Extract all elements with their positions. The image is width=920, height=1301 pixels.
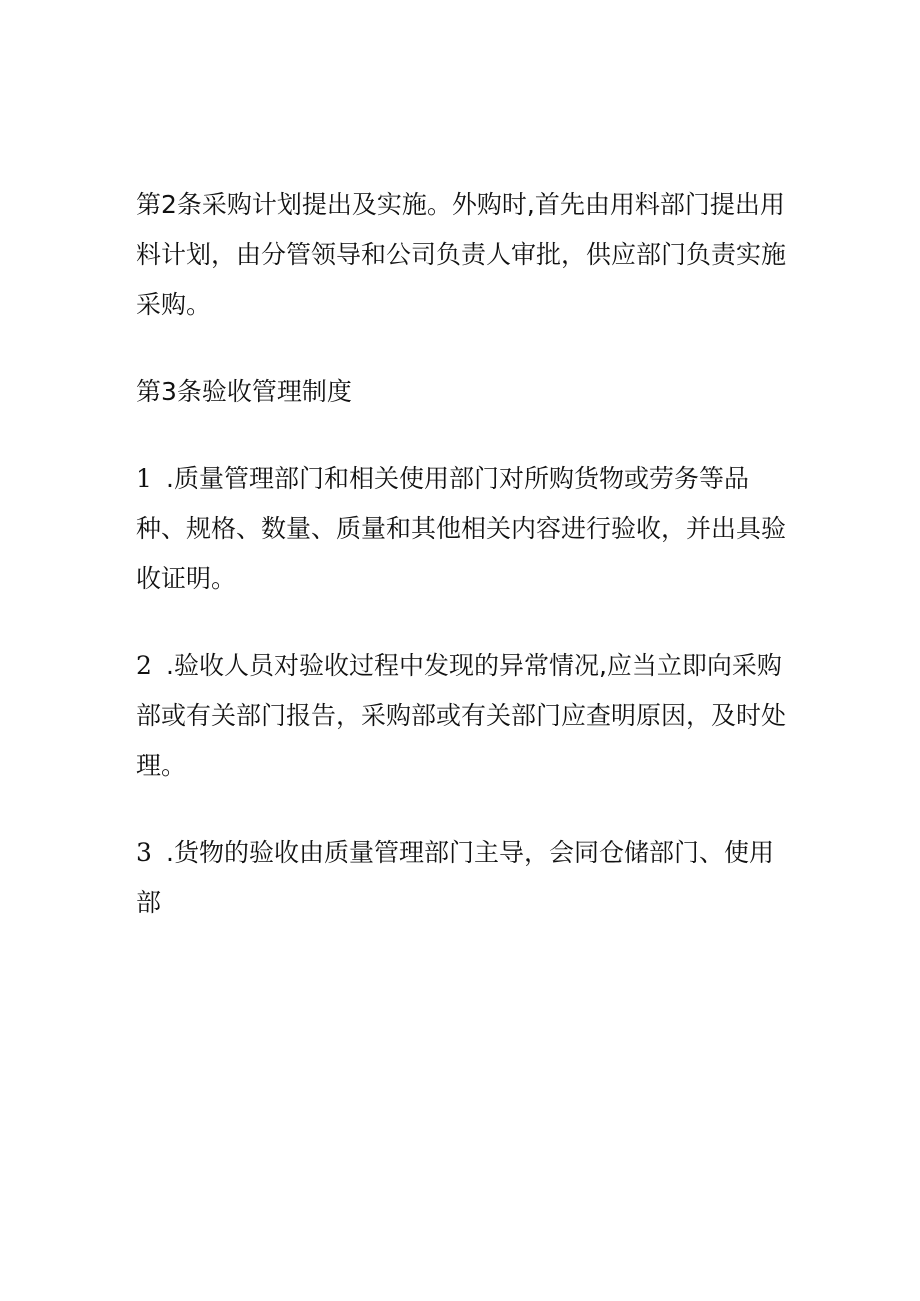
article-2-paragraph: 第2条采购计划提出及实施。外购时,首先由用料部门提出用料计划，由分管领导和公司负责人审批，供应部门负责实施采购。: [136, 190, 787, 319]
list-item: [136, 828, 796, 928]
list-item-number: 1: [136, 464, 152, 493]
list-item-text: .质量管理部门和相关使用部门对所购货物或劳务等品种、规格、数量、质量和其他相关内容进行验收，并出具验收证明。: [136, 464, 787, 593]
list-item-number: 2: [136, 651, 152, 680]
document-body: [136, 180, 796, 965]
list-item-number: 3: [136, 838, 152, 867]
list-item-text: .验收人员对验收过程中发现的异常情况,应当立即向采购部或有关部门报告，采购部或有关部门应查明原因，及时处理。: [136, 651, 787, 780]
list-item-text: .货物的验收由质量管理部门主导，会同仓储部门、使用部: [136, 838, 774, 917]
list-item: [136, 641, 796, 791]
article-3-heading: 第3条验收管理制度: [136, 377, 352, 406]
list-item: [136, 454, 796, 604]
